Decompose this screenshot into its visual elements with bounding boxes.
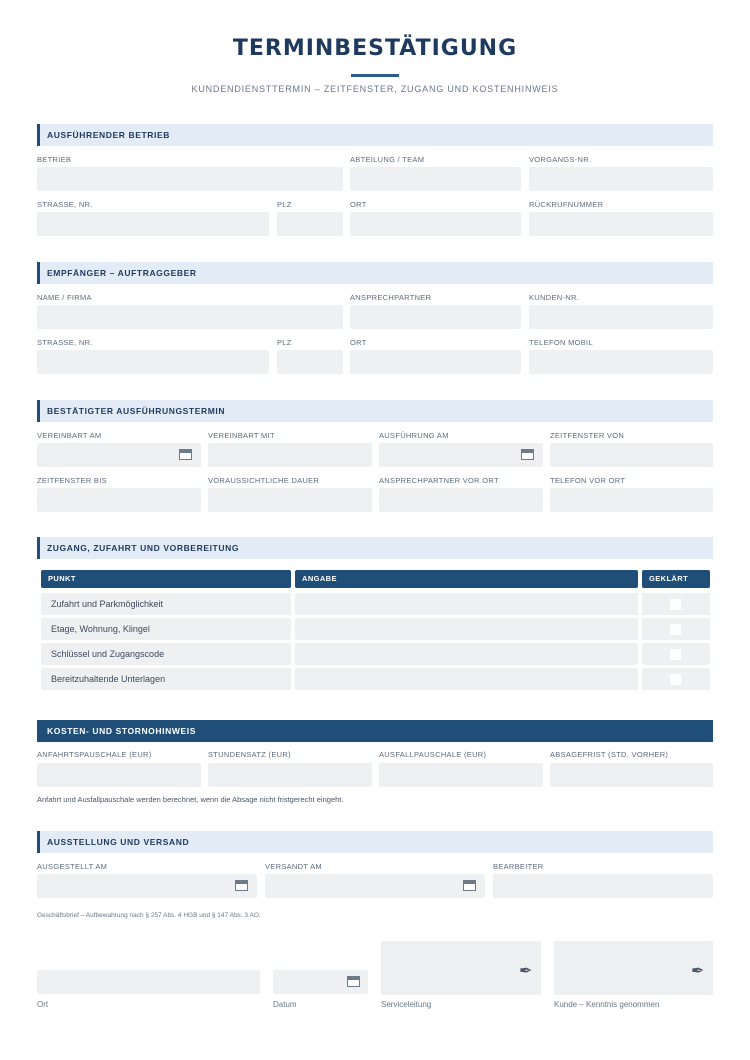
label-stundensatz: STUNDENSATZ (EUR) [208,750,291,759]
label-strasse-empfaenger: STRASSE, NR. [37,338,93,347]
strasse-field[interactable] [37,212,269,236]
table-row-punkt: Schlüssel und Zugangscode [41,643,291,665]
geklaert-checkbox[interactable] [670,649,681,660]
ort-empfaenger-field[interactable] [350,350,521,374]
geklaert-checkbox[interactable] [670,624,681,635]
vereinbart-am-field[interactable] [37,443,201,467]
voraussichtliche-dauer-field[interactable] [208,488,372,512]
vorgangs-nr-field[interactable] [529,167,713,191]
signature-box-serviceleitung[interactable] [381,941,541,995]
section-header-empfaenger: EMPFÄNGER – AUFTRAGGEBER [37,262,713,284]
label-ort-empfaenger: ORT [350,338,367,347]
aufbewahrung-note: Geschäftsbrief – Aufbewahrung nach § 257 Abs. 4 HGB und § 147 Abs. 3 AO. [37,912,261,919]
ort-signature-field[interactable] [37,970,260,994]
calendar-icon[interactable] [235,880,248,891]
ort-field[interactable] [350,212,521,236]
table-row-punkt: Etage, Wohnung, Klingel [41,618,291,640]
signature-label-serviceleitung: Serviceleitung [381,1000,432,1009]
signature-label-ort: Ort [37,1000,49,1009]
calendar-icon[interactable] [347,976,360,987]
label-betrieb: BETRIEB [37,155,72,164]
ausgestellt-am-field[interactable] [37,874,257,898]
label-telefon-vor-ort: TELEFON VOR ORT [550,476,626,485]
section-header-betrieb: AUSFÜHRENDER BETRIEB [37,124,713,146]
telefon-vor-ort-field[interactable] [550,488,713,512]
label-absagefrist: ABSAGEFRIST (STD. VORHER) [550,750,669,759]
plz-field[interactable] [277,212,343,236]
betrieb-field[interactable] [37,167,343,191]
anfahrtspauschale-field[interactable] [37,763,201,787]
label-vereinbart-am: VEREINBART AM [37,431,102,440]
telefon-mobil-field[interactable] [529,350,713,374]
geklaert-checkbox[interactable] [670,599,681,610]
stundensatz-field[interactable] [208,763,372,787]
label-zeitfenster-bis: ZEITFENSTER BIS [37,476,107,485]
label-plz-empfaenger: PLZ [277,338,292,347]
section-header-ausstellung: AUSSTELLUNG UND VERSAND [37,831,713,853]
column-header-geklaert: GEKLÄRT [642,570,710,588]
label-name-firma: NAME / FIRMA [37,293,92,302]
pen-nib-icon: ✒ [691,963,705,980]
label-strasse: STRASSE, NR. [37,200,93,209]
calendar-icon[interactable] [463,880,476,891]
label-ausfuehrung-am: AUSFÜHRUNG AM [379,431,449,440]
title-underline [351,74,399,77]
label-ort: ORT [350,200,367,209]
signature-label-datum: Datum [273,1000,297,1009]
signature-box-kunde[interactable] [554,941,713,995]
table-row-geklaert [642,593,710,615]
label-abteilung: ABTEILUNG / TEAM [350,155,425,164]
table-row-punkt: Bereitzuhaltende Unterlagen [41,668,291,690]
strasse-empfaenger-field[interactable] [37,350,269,374]
table-row-geklaert [642,668,710,690]
label-vereinbart-mit: VEREINBART MIT [208,431,275,440]
vereinbart-mit-field[interactable] [208,443,372,467]
label-bearbeiter: BEARBEITER [493,862,544,871]
label-anfahrtspauschale: ANFAHRTSPAUSCHALE (EUR) [37,750,152,759]
versandt-am-field[interactable] [265,874,485,898]
table-row-angabe[interactable] [295,668,638,690]
page-title: TERMINBESTÄTIGUNG [232,36,518,61]
calendar-icon[interactable] [521,449,534,460]
label-kunden-nr: KUNDEN-NR. [529,293,580,302]
label-ansprechpartner-vor-ort: ANSPRECHPARTNER VOR ORT [379,476,499,485]
ausfuehrung-am-field[interactable] [379,443,543,467]
kunden-nr-field[interactable] [529,305,713,329]
section-header-termin: BESTÄTIGTER AUSFÜHRUNGSTERMIN [37,400,713,422]
bearbeiter-field[interactable] [493,874,713,898]
kosten-note: Anfahrt und Ausfallpauschale werden berechnet, wenn die Absage nicht fristgerecht eingeht. [37,795,344,804]
ausfallpauschale-field[interactable] [379,763,543,787]
label-versandt-am: VERSANDT AM [265,862,322,871]
plz-empfaenger-field[interactable] [277,350,343,374]
absagefrist-field[interactable] [550,763,713,787]
calendar-icon[interactable] [179,449,192,460]
table-row-angabe[interactable] [295,643,638,665]
page-subtitle: KUNDENDIENSTTERMIN – ZEITFENSTER, ZUGANG UND KOSTENHINWEIS [191,84,559,94]
zeitfenster-von-field[interactable] [550,443,713,467]
abteilung-field[interactable] [350,167,521,191]
label-rueckrufnummer: RÜCKRUFNUMMER [529,200,604,209]
label-zeitfenster-von: ZEITFENSTER VON [550,431,625,440]
section-header-zugang: ZUGANG, ZUFAHRT UND VORBEREITUNG [37,537,713,559]
label-ausgestellt-am: AUSGESTELLT AM [37,862,108,871]
column-header-punkt: PUNKT [41,570,291,588]
table-row-punkt: Zufahrt und Parkmöglichkeit [41,593,291,615]
table-row-geklaert [642,643,710,665]
zeitfenster-bis-field[interactable] [37,488,201,512]
column-header-angabe: ANGABE [295,570,638,588]
label-plz: PLZ [277,200,292,209]
pen-nib-icon: ✒ [519,963,533,980]
table-row-angabe[interactable] [295,593,638,615]
label-vorgangs-nr: VORGANGS-NR. [529,155,592,164]
ansprechpartner-vor-ort-field[interactable] [379,488,543,512]
table-row-angabe[interactable] [295,618,638,640]
label-voraussichtliche-dauer: VORAUSSICHTLICHE DAUER [208,476,320,485]
geklaert-checkbox[interactable] [670,674,681,685]
signature-label-kunde: Kunde – Kenntnis genommen [554,1000,660,1009]
name-firma-field[interactable] [37,305,343,329]
label-ansprechpartner: ANSPRECHPARTNER [350,293,432,302]
section-header-kosten: KOSTEN- UND STORNOHINWEIS [37,720,713,742]
label-telefon-mobil: TELEFON MOBIL [529,338,593,347]
ansprechpartner-field[interactable] [350,305,521,329]
label-ausfallpauschale: AUSFALLPAUSCHALE (EUR) [379,750,487,759]
table-row-geklaert [642,618,710,640]
datum-signature-field[interactable] [273,970,368,994]
rueckrufnummer-field[interactable] [529,212,713,236]
